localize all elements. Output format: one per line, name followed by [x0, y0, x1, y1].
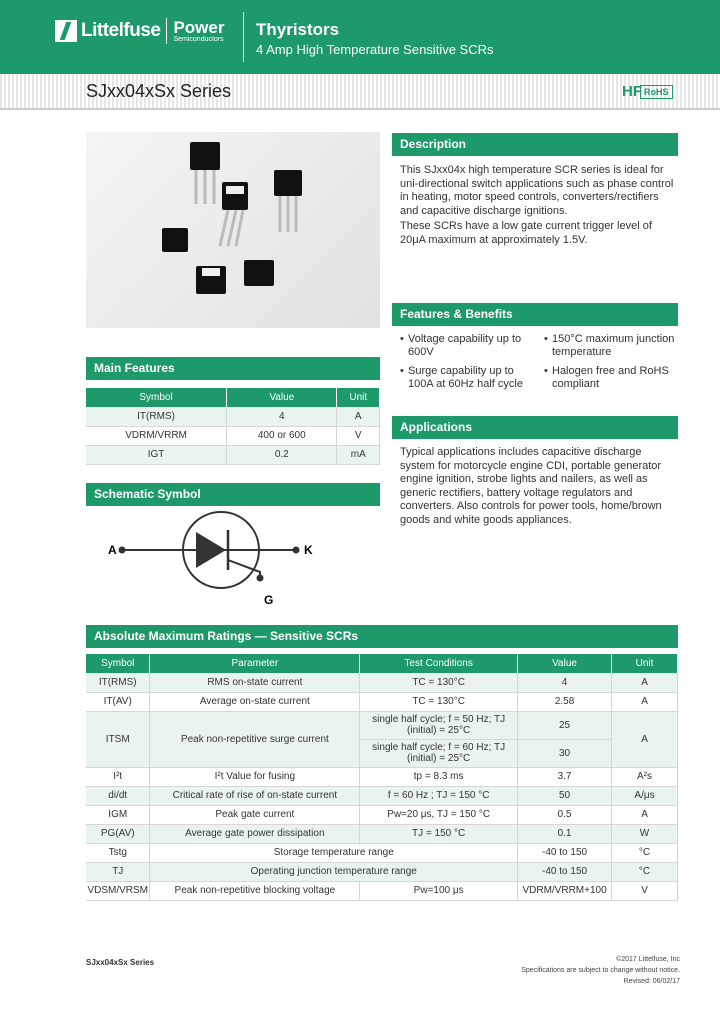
cell: VDRM/VRRM+100 [518, 881, 612, 900]
features-list-left [400, 333, 540, 397]
table-row [86, 692, 678, 711]
cell: I²t Value for fusing [150, 767, 360, 786]
cell: 400 or 600 [227, 426, 337, 445]
cell: single half cycle; f = 50 Hz; TJ (initial) = 25°C [360, 711, 518, 739]
cell: IT(RMS) [86, 673, 150, 692]
cell: Tstg [86, 843, 150, 862]
product-photo [86, 132, 380, 328]
description-p1: This SJxx04x high temperature SCR series is ideal for uni-directional switch applications such as phase control in heating, motor speed controls, converters/rectifiers and capacitive discharge ignitions. [400, 164, 674, 217]
feature-item: • Voltage capability up to 600V [400, 333, 540, 359]
cell: Critical rate of rise of on-state current [150, 786, 360, 805]
cell: 4 [227, 407, 337, 426]
cathode-label: K [304, 543, 313, 557]
cell: tp = 8.3 ms [360, 767, 518, 786]
ratings-heading: Absolute Maximum Ratings — Sensitive SCRs [86, 625, 678, 648]
cell: Peak gate current [150, 805, 360, 824]
cell: ITSM [86, 711, 150, 767]
table-row [86, 805, 678, 824]
col-unit: Unit [337, 388, 380, 407]
cell: IT(RMS) [86, 407, 227, 426]
cell: TJ [86, 862, 150, 881]
cell: Peak non-repetitive blocking voltage [150, 881, 360, 900]
cell: A [612, 805, 678, 824]
cell: 4 [518, 673, 612, 692]
gate-label: G [264, 593, 274, 607]
feature-item: • Surge capability up to 100A at 60Hz half cycle [400, 365, 540, 391]
cell: °C [612, 862, 678, 881]
applications-text: Typical applications includes capacitive discharge system for motorcycle engine CDI, portable generator engine ignition, strobe lights and nailers, as well as generic rectifiers, battery voltage regulators and converters. Also controls for power tools, home/brown goods and white goods appliances. [400, 446, 662, 526]
description-p2: These SCRs have a low gate current trigger level of 20μA maximum at approximately 1.5V. [400, 220, 652, 246]
cell: Peak non-repetitive surge current [150, 711, 360, 767]
table-row [86, 843, 678, 862]
cell: VDSM/VRSM [86, 881, 150, 900]
cell: mA [337, 445, 380, 464]
cell: IGT [86, 445, 227, 464]
cell: W [612, 824, 678, 843]
logo-separator [166, 18, 167, 44]
cell: TJ = 150 °C [360, 824, 518, 843]
cell: 25 [518, 711, 612, 739]
main-features-table [86, 388, 380, 465]
table-row [86, 407, 380, 426]
cell: A²s [612, 767, 678, 786]
cell: A [612, 692, 678, 711]
cell: A [337, 407, 380, 426]
table-row [86, 862, 678, 881]
col-symbol: Symbol [86, 388, 227, 407]
applications-heading: Applications [392, 416, 678, 439]
cell: Pw=20 μs, TJ = 150 °C [360, 805, 518, 824]
cell: di/dt [86, 786, 150, 805]
cell: -40 to 150 [518, 862, 612, 881]
cell: I²t [86, 767, 150, 786]
footer-notice: Specifications are subject to change without notice. [521, 967, 680, 974]
product-title: Thyristors [256, 20, 340, 39]
cell: Storage temperature range [150, 843, 518, 862]
brand-power: Power [173, 17, 225, 37]
cell: f = 60 Hz ; TJ = 150 °C [360, 786, 518, 805]
cell: A [612, 673, 678, 692]
cell: 50 [518, 786, 612, 805]
cell: RMS on-state current [150, 673, 360, 692]
cell: Average gate power dissipation [150, 824, 360, 843]
cell: 2.58 [518, 692, 612, 711]
cell: Pw=100 μs [360, 881, 518, 900]
cell: VDRM/VRRM [86, 426, 227, 445]
cell: Operating junction temperature range [150, 862, 518, 881]
brand-name: Littelfuse [81, 20, 161, 41]
table-row [86, 767, 678, 786]
table-row [86, 426, 380, 445]
ratings-table [86, 654, 678, 901]
cell: IT(AV) [86, 692, 150, 711]
cell: V [337, 426, 380, 445]
table-row [86, 445, 380, 464]
cell: PG(AV) [86, 824, 150, 843]
cell: 0.2 [227, 445, 337, 464]
feature-item: • Halogen free and RoHS compliant [544, 365, 684, 391]
littelfuse-logo-icon [55, 20, 77, 42]
table-row [86, 673, 678, 692]
cell: A [612, 711, 678, 767]
cell: IGM [86, 805, 150, 824]
cell: TC = 130°C [360, 692, 518, 711]
cell: V [612, 881, 678, 900]
cell: 0.5 [518, 805, 612, 824]
brand-logo [55, 18, 224, 44]
table-row [86, 786, 678, 805]
scr-packages-image [86, 132, 380, 328]
halogen-free-mark: HF [622, 83, 642, 100]
cell: TC = 130°C [360, 673, 518, 692]
col-unit: Unit [612, 654, 678, 673]
features-heading: Features & Benefits [392, 303, 678, 326]
footer-revised: Revised: 06/02/17 [623, 978, 680, 985]
cell: 30 [518, 739, 612, 767]
scr-schematic-symbol [86, 510, 380, 610]
brand-semiconductors: Semiconductors [173, 35, 224, 43]
table-row [86, 711, 678, 739]
cell: 3.7 [518, 767, 612, 786]
col-test-conditions: Test Conditions [360, 654, 518, 673]
rohs-badge: RoHS [640, 85, 673, 99]
footer-series: SJxx04xSx Series [86, 958, 155, 967]
features-list-right [544, 333, 684, 397]
header-divider [243, 12, 244, 62]
col-value: Value [227, 388, 337, 407]
feature-item: • 150°C maximum junction temperature [544, 333, 684, 359]
anode-label: A [108, 543, 117, 557]
cell: A/μs [612, 786, 678, 805]
footer-copyright: ©2017 Littelfuse, Inc [616, 956, 680, 963]
main-features-heading: Main Features [86, 357, 380, 380]
cell: 0.1 [518, 824, 612, 843]
cell: -40 to 150 [518, 843, 612, 862]
table-row [86, 824, 678, 843]
series-title: SJxx04xSx Series [86, 81, 232, 101]
product-subtitle: 4 Amp High Temperature Sensitive SCRs [256, 42, 494, 57]
col-symbol: Symbol [86, 654, 150, 673]
cell: °C [612, 843, 678, 862]
schematic-heading: Schematic Symbol [86, 483, 380, 506]
table-row [86, 881, 678, 900]
col-parameter: Parameter [150, 654, 360, 673]
cell: single half cycle; f = 60 Hz; TJ (initial) = 25°C [360, 739, 518, 767]
description-heading: Description [392, 133, 678, 156]
cell: Average on-state current [150, 692, 360, 711]
col-value: Value [518, 654, 612, 673]
